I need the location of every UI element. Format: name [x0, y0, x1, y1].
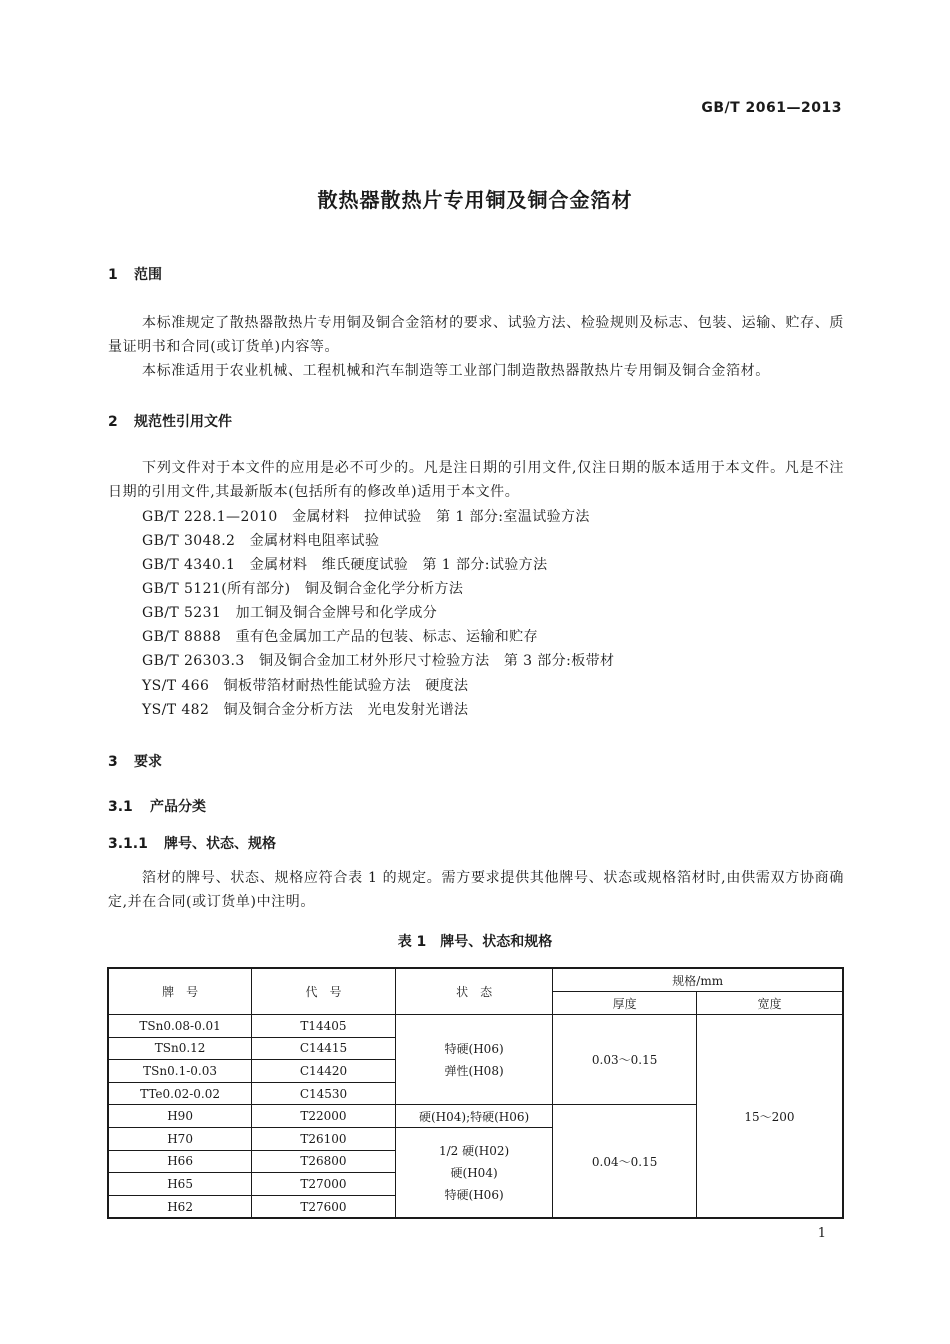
reference-item: GB/T 26303.3 铜及铜合金加工材外形尺寸检验方法 第 3 部分:板带材 [142, 653, 615, 669]
section-title: 产品分类 [150, 799, 206, 815]
cell-thickness-group-1: 0.03～0.15 [553, 1015, 697, 1105]
cell-temper-group-1 [395, 1015, 553, 1105]
reference-item: GB/T 4340.1 金属材料 维氏硬度试验 第 1 部分:试验方法 [142, 557, 548, 573]
reference-item: GB/T 3048.2 金属材料电阻率试验 [142, 533, 380, 549]
standard-number: GB/T 2061—2013 [701, 100, 842, 116]
section-2-paragraph-1: 下列文件对于本文件的应用是必不可少的。凡是注日期的引用文件,仅注日期的版本适用于本文件。凡是不注日期的引用文件,其最新版本(包括所有的修改单)适用于本文件。 [108, 460, 844, 500]
grade-temper-spec-table [107, 967, 844, 1219]
section-number: 3 [108, 754, 118, 770]
section-3-1-1-heading [108, 833, 276, 853]
cell-grade: H65 [108, 1173, 252, 1196]
header-width: 宽度 [696, 992, 843, 1015]
header-code: 代 号 [252, 968, 396, 1015]
cell-temper-group-2 [395, 1127, 553, 1218]
section-title: 要求 [134, 754, 162, 770]
temper-line: 弹性(H08) [444, 1063, 504, 1078]
cell-code: C14420 [252, 1060, 396, 1083]
cell-temper-h90: 硬(H04);特硬(H06) [395, 1105, 553, 1128]
section-title: 牌号、状态、规格 [164, 836, 276, 852]
reference-item: GB/T 5121(所有部分) 铜及铜合金化学分析方法 [142, 581, 464, 597]
section-1-heading [108, 264, 162, 284]
cell-grade: TTe0.02-0.02 [108, 1082, 252, 1105]
table-caption: 表 1 牌号、状态和规格 [397, 934, 553, 950]
table-row [108, 1015, 843, 1038]
section-number: 3.1.1 [108, 836, 148, 852]
cell-code: T27000 [252, 1173, 396, 1196]
reference-item: YS/T 466 铜板带箔材耐热性能试验方法 硬度法 [142, 678, 469, 694]
cell-grade: TSn0.1-0.03 [108, 1060, 252, 1083]
section-number: 3.1 [108, 799, 133, 815]
header-temper: 状 态 [395, 968, 553, 1015]
section-title: 规范性引用文件 [134, 414, 232, 430]
page-number: 1 [817, 1226, 826, 1241]
cell-code: C14415 [252, 1037, 396, 1060]
cell-grade: H62 [108, 1195, 252, 1218]
reference-item: YS/T 482 铜及铜合金分析方法 光电发射光谱法 [142, 702, 469, 718]
header-grade: 牌 号 [108, 968, 252, 1015]
cell-grade: TSn0.08-0.01 [108, 1015, 252, 1038]
cell-grade: TSn0.12 [108, 1037, 252, 1060]
section-2-heading [108, 411, 232, 431]
temper-line: 硬(H04) [450, 1165, 498, 1180]
header-thickness: 厚度 [553, 992, 697, 1015]
section-3-1-heading [108, 796, 206, 816]
cell-grade: H90 [108, 1105, 252, 1128]
document-title: 散热器散热片专用铜及铜合金箔材 [317, 188, 633, 212]
section-1-paragraph-2: 本标准适用于农业机械、工程机械和汽车制造等工业部门制造散热器散热片专用铜及铜合金箔材。 [142, 363, 770, 379]
section-number: 1 [108, 267, 118, 283]
temper-line: 1/2 硬(H02) [438, 1143, 510, 1158]
reference-item: GB/T 228.1—2010 金属材料 拉伸试验 第 1 部分:室温试验方法 [142, 509, 590, 525]
cell-code: T27600 [252, 1195, 396, 1218]
section-number: 2 [108, 414, 118, 430]
cell-code: T26800 [252, 1150, 396, 1173]
cell-code: T26100 [252, 1127, 396, 1150]
cell-code: T22000 [252, 1105, 396, 1128]
cell-width-all: 15～200 [696, 1015, 843, 1219]
cell-code: T14405 [252, 1015, 396, 1038]
section-1-paragraph-1: 本标准规定了散热器散热片专用铜及铜合金箔材的要求、试验方法、检验规则及标志、包装、运输、贮存、质量证明书和合同(或订货单)内容等。 [108, 315, 844, 355]
section-title: 范围 [134, 267, 162, 283]
cell-code: C14530 [252, 1082, 396, 1105]
temper-line: 特硬(H06) [444, 1041, 504, 1056]
reference-item: GB/T 8888 重有色金属加工产品的包装、标志、运输和贮存 [142, 629, 539, 645]
cell-thickness-group-2: 0.04～0.15 [553, 1105, 697, 1218]
header-spec: 规格/mm [553, 968, 843, 992]
cell-grade: H70 [108, 1127, 252, 1150]
reference-item: GB/T 5231 加工铜及铜合金牌号和化学成分 [142, 605, 438, 621]
cell-grade: H66 [108, 1150, 252, 1173]
temper-line: 特硬(H06) [444, 1187, 504, 1202]
section-3-1-1-paragraph: 箔材的牌号、状态、规格应符合表 1 的规定。需方要求提供其他牌号、状态或规格箔材时,由供需双方协商确定,并在合同(或订货单)中注明。 [108, 870, 844, 910]
section-3-heading [108, 751, 162, 771]
